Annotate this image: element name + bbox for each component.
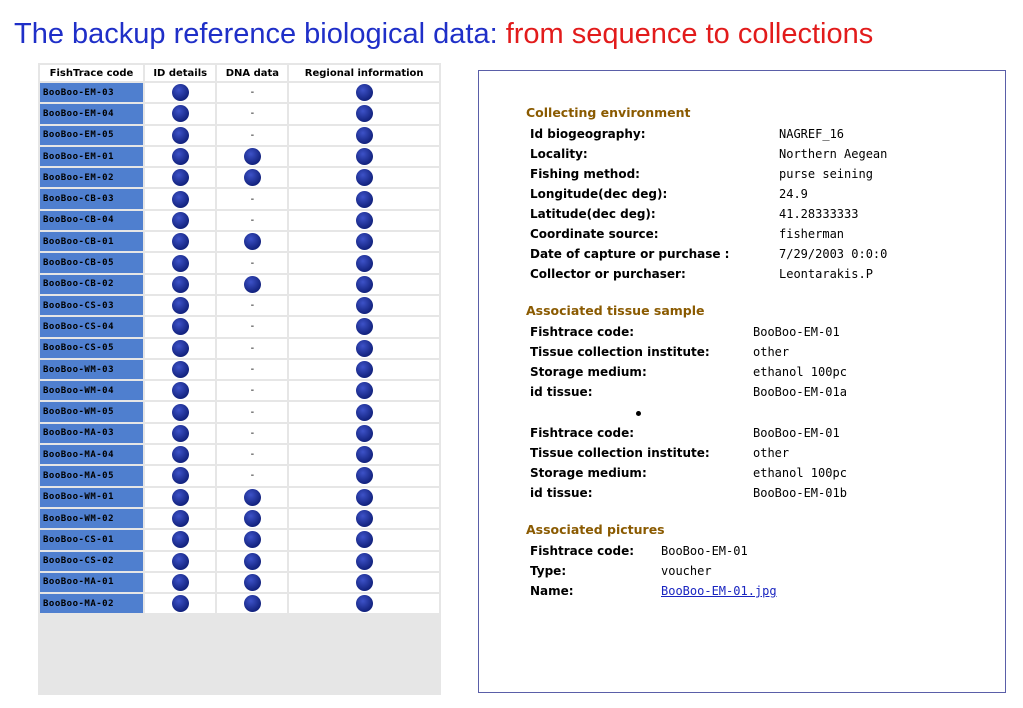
id-details-cell [145,360,215,379]
fishtrace-code-cell[interactable]: BooBoo-EM-05 [40,126,143,145]
fishtrace-code-cell[interactable]: BooBoo-CB-02 [40,275,143,294]
table-row[interactable] [40,424,439,443]
regional-information-available-icon[interactable] [356,255,373,272]
regional-information-cell [289,189,439,208]
id-details-cell [145,339,215,358]
fishtrace-code-cell[interactable]: BooBoo-CS-01 [40,530,143,549]
field-label: Storage medium: [530,365,647,379]
title-highlight: from sequence to collections [505,18,874,50]
fishtrace-code-cell[interactable]: BooBoo-CS-02 [40,552,143,571]
regional-information-available-icon[interactable] [356,510,373,527]
field-label: Fishing method: [530,167,640,181]
fishtrace-code-cell[interactable]: BooBoo-CB-04 [40,211,143,230]
id-details-available-icon[interactable] [172,318,189,335]
id-details-available-icon[interactable] [172,255,189,272]
regional-information-available-icon[interactable] [356,531,373,548]
table-row[interactable] [40,126,439,145]
fishtrace-code-cell[interactable]: BooBoo-WM-01 [40,488,143,507]
id-details-cell [145,402,215,421]
dna-data-available-icon[interactable] [244,489,261,506]
title-prefix: The backup reference biological data: [14,18,506,50]
id-details-available-icon[interactable] [172,148,189,165]
field-label: Name: [530,584,574,598]
dna-data-cell [217,296,287,315]
id-details-available-icon[interactable] [172,212,189,229]
regional-information-available-icon[interactable] [356,446,373,463]
fishtrace-code-cell[interactable]: BooBoo-WM-05 [40,402,143,421]
regional-information-cell [289,296,439,315]
dna-data-cell [217,594,287,613]
field-label: Fishtrace code: [530,544,635,558]
id-details-cell [145,211,215,230]
dna-data-available-icon[interactable] [244,148,261,165]
header-regional-information: Regional information [289,65,439,81]
table-row[interactable] [40,594,439,613]
dna-data-missing: - [249,470,256,482]
regional-information-available-icon[interactable] [356,553,373,570]
regional-information-cell [289,573,439,592]
id-details-cell [145,104,215,123]
tissue-sample-title: Associated tissue sample [526,303,705,318]
table-header-row [40,65,439,81]
id-details-cell [145,147,215,166]
field-label: Longitude(dec deg): [530,187,668,201]
dna-data-cell [217,232,287,251]
dna-data-cell [217,126,287,145]
fishtrace-code-cell[interactable]: BooBoo-MA-05 [40,466,143,485]
field-label: Tissue collection institute: [530,345,710,359]
field-value: ethanol 100pc [753,466,847,480]
dna-data-missing: - [249,214,256,226]
table-row[interactable] [40,296,439,315]
table-row[interactable] [40,488,439,507]
dna-data-available-icon[interactable] [244,553,261,570]
regional-information-available-icon[interactable] [356,574,373,591]
field-value: purse seining [779,167,873,181]
table-row[interactable] [40,83,439,102]
field-label: Tissue collection institute: [530,446,710,460]
field-value: other [753,446,790,460]
dna-data-cell [217,381,287,400]
field-label: Locality: [530,147,588,161]
fishtrace-code-cell[interactable]: BooBoo-CB-05 [40,253,143,272]
dna-data-missing: - [249,321,256,333]
dna-data-missing: - [249,427,256,439]
header-fishtrace-code: FishTrace code [40,65,143,81]
dna-data-missing: - [249,406,256,418]
dna-data-available-icon[interactable] [244,574,261,591]
dna-data-missing: - [249,364,256,375]
regional-information-available-icon[interactable] [356,127,373,144]
field-value: 7/29/2003 0:0:0 [779,247,888,261]
regional-information-cell [289,552,439,571]
dna-data-cell [217,402,287,421]
field-value: fisherman [779,227,845,241]
id-details-cell [145,168,215,187]
table-row[interactable] [40,530,439,549]
dna-data-missing: - [249,342,256,354]
detail-panel [478,70,1006,693]
dna-data-cell [217,530,287,549]
id-details-available-icon[interactable] [172,105,189,122]
regional-information-available-icon[interactable] [356,361,373,378]
fishtrace-code-cell[interactable]: BooBoo-WM-03 [40,360,143,379]
field-label: Fishtrace code: [530,426,635,440]
regional-information-cell [289,104,439,123]
dna-data-cell [217,168,287,187]
id-details-cell [145,275,215,294]
table-row[interactable] [40,147,439,166]
id-details-available-icon[interactable] [172,191,189,208]
id-details-cell [145,424,215,443]
field-label: Latitude(dec deg): [530,207,656,221]
regional-information-cell [289,424,439,443]
field-label: Storage medium: [530,466,647,480]
regional-information-available-icon[interactable] [356,425,373,442]
regional-information-available-icon[interactable] [356,84,373,101]
fishtrace-code-cell[interactable]: BooBoo-CB-03 [40,189,143,208]
table-row[interactable] [40,317,439,336]
dna-data-cell [217,275,287,294]
id-details-cell [145,530,215,549]
id-details-cell [145,594,215,613]
field-value: BooBoo-EM-01 [753,325,840,339]
id-details-available-icon[interactable] [172,425,189,442]
fishtrace-code-cell[interactable]: BooBoo-EM-01 [40,147,143,166]
fishtrace-code-cell[interactable]: BooBoo-CS-03 [40,296,143,315]
regional-information-cell [289,488,439,507]
field-label: Fishtrace code: [530,325,635,339]
id-details-available-icon[interactable] [172,404,189,421]
field-value: BooBoo-EM-01 [753,426,840,440]
regional-information-cell [289,530,439,549]
fishtrace-code-cell[interactable]: BooBoo-EM-03 [40,83,143,102]
field-value: BooBoo-EM-01 [661,544,748,558]
dna-data-cell [217,552,287,571]
regional-information-available-icon[interactable] [356,467,373,484]
dna-data-cell [217,83,287,102]
fishtrace-code-cell[interactable]: BooBoo-CB-01 [40,232,143,251]
regional-information-available-icon[interactable] [356,595,373,612]
dna-data-cell [217,339,287,358]
id-details-cell [145,552,215,571]
fishtrace-code-cell[interactable]: BooBoo-EM-04 [40,104,143,123]
dna-data-cell [217,104,287,123]
fishtrace-code-cell[interactable]: BooBoo-WM-04 [40,381,143,400]
id-details-cell [145,83,215,102]
field-value: voucher [661,564,712,578]
table-row[interactable] [40,189,439,208]
fishtrace-table [38,63,441,615]
dna-data-available-icon[interactable] [244,169,261,186]
id-details-available-icon[interactable] [172,233,189,250]
id-details-available-icon[interactable] [172,361,189,378]
id-details-available-icon[interactable] [172,510,189,527]
fishtrace-code-cell[interactable]: BooBoo-MA-02 [40,594,143,613]
table-row[interactable] [40,445,439,464]
id-details-cell [145,253,215,272]
regional-information-available-icon[interactable] [356,404,373,421]
regional-information-available-icon[interactable] [356,340,373,357]
id-details-cell [145,232,215,251]
id-details-cell [145,466,215,485]
field-value: Northern Aegean [779,147,888,161]
regional-information-available-icon[interactable] [356,233,373,250]
field-label: Id biogeography: [530,127,646,141]
id-details-cell [145,126,215,145]
dna-data-cell [217,573,287,592]
id-details-available-icon[interactable] [172,127,189,144]
id-details-available-icon[interactable] [172,574,189,591]
field-label: Type: [530,564,567,578]
field-label: Collector or purchaser: [530,267,686,281]
regional-information-available-icon[interactable] [356,382,373,399]
field-label: Date of capture or purchase : [530,247,730,261]
picture-file-link[interactable]: BooBoo-EM-01.jpg [661,584,777,598]
regional-information-cell [289,402,439,421]
associated-pictures-title: Associated pictures [526,522,665,537]
dna-data-available-icon[interactable] [244,595,261,612]
table-row[interactable] [40,360,439,379]
field-label: Coordinate source: [530,227,659,241]
fishtrace-code-cell[interactable]: BooBoo-CS-04 [40,317,143,336]
id-details-cell [145,445,215,464]
id-details-available-icon[interactable] [172,169,189,186]
table-row[interactable] [40,381,439,400]
table-row[interactable] [40,466,439,485]
table-row[interactable] [40,339,439,358]
field-value: BooBoo-EM-01b [753,486,847,500]
id-details-cell [145,573,215,592]
separator-bullet [636,411,641,416]
dna-data-missing: - [249,300,256,312]
regional-information-available-icon[interactable] [356,148,373,165]
fishtrace-code-cell[interactable]: BooBoo-MA-03 [40,424,143,443]
regional-information-cell [289,381,439,400]
table-row[interactable] [40,168,439,187]
regional-information-cell [289,83,439,102]
table-row[interactable] [40,552,439,571]
dna-data-missing: - [249,87,256,99]
regional-information-available-icon[interactable] [356,212,373,229]
regional-information-cell [289,232,439,251]
fishtrace-code-cell[interactable]: BooBoo-CS-05 [40,339,143,358]
dna-data-cell [217,424,287,443]
regional-information-cell [289,466,439,485]
field-label: id tissue: [530,385,593,399]
regional-information-cell [289,275,439,294]
id-details-available-icon[interactable] [172,340,189,357]
dna-data-cell [217,509,287,528]
id-details-available-icon[interactable] [172,84,189,101]
field-value: Leontarakis.P [779,267,873,281]
fishtrace-code-cell[interactable]: BooBoo-EM-02 [40,168,143,187]
page-title [14,18,873,51]
dna-data-missing: - [249,129,256,141]
dna-data-available-icon[interactable] [244,276,261,293]
id-details-cell [145,488,215,507]
collecting-environment-title: Collecting environment [526,105,691,120]
table-row[interactable] [40,211,439,230]
table-row[interactable] [40,232,439,251]
field-value: 24.9 [779,187,808,201]
regional-information-cell [289,594,439,613]
dna-data-cell [217,360,287,379]
regional-information-cell [289,339,439,358]
id-details-cell [145,317,215,336]
dna-data-cell [217,189,287,208]
dna-data-available-icon[interactable] [244,510,261,527]
dna-data-missing: - [249,193,256,205]
regional-information-cell [289,317,439,336]
regional-information-available-icon[interactable] [356,318,373,335]
dna-data-cell [217,211,287,230]
regional-information-available-icon[interactable] [356,297,373,314]
id-details-available-icon[interactable] [172,489,189,506]
regional-information-cell [289,253,439,272]
regional-information-available-icon[interactable] [356,489,373,506]
table-row[interactable] [40,402,439,421]
regional-information-cell [289,168,439,187]
dna-data-missing: - [249,385,256,397]
dna-data-available-icon[interactable] [244,233,261,250]
id-details-cell [145,381,215,400]
id-details-available-icon[interactable] [172,297,189,314]
regional-information-cell [289,147,439,166]
regional-information-available-icon[interactable] [356,191,373,208]
dna-data-missing: - [249,257,256,269]
field-value: NAGREF_16 [779,127,845,141]
fishtrace-code-cell[interactable]: BooBoo-MA-04 [40,445,143,464]
header-id-details: ID details [145,65,215,81]
id-details-cell [145,296,215,315]
regional-information-available-icon[interactable] [356,169,373,186]
id-details-available-icon[interactable] [172,446,189,463]
regional-information-cell [289,445,439,464]
dna-data-cell [217,488,287,507]
dna-data-cell [217,317,287,336]
id-details-cell [145,189,215,208]
table-row[interactable] [40,104,439,123]
regional-information-cell [289,126,439,145]
field-value: BooBoo-EM-01a [753,385,847,399]
regional-information-available-icon[interactable] [356,105,373,122]
field-value: ethanol 100pc [753,365,847,379]
regional-information-cell [289,211,439,230]
header-dna-data: DNA data [217,65,287,81]
field-value: 41.28333333 [779,207,859,221]
regional-information-cell [289,509,439,528]
dna-data-cell [217,445,287,464]
dna-data-missing: - [249,108,256,120]
dna-data-missing: - [249,449,256,461]
table-body [40,83,439,613]
id-details-available-icon[interactable] [172,382,189,399]
dna-data-cell [217,466,287,485]
dna-data-cell [217,253,287,272]
id-details-available-icon[interactable] [172,531,189,548]
field-label: id tissue: [530,486,593,500]
table-row[interactable] [40,573,439,592]
fishtrace-table-container [38,63,441,695]
regional-information-cell [289,360,439,379]
regional-information-available-icon[interactable] [356,276,373,293]
table-row[interactable] [40,509,439,528]
dna-data-cell [217,147,287,166]
id-details-available-icon[interactable] [172,276,189,293]
id-details-available-icon[interactable] [172,553,189,570]
fishtrace-code-cell[interactable]: BooBoo-WM-02 [40,509,143,528]
field-value: other [753,345,790,359]
table-row[interactable] [40,253,439,272]
table-row[interactable] [40,275,439,294]
id-details-available-icon[interactable] [172,595,189,612]
dna-data-available-icon[interactable] [244,531,261,548]
id-details-cell [145,509,215,528]
fishtrace-code-cell[interactable]: BooBoo-MA-01 [40,573,143,592]
id-details-available-icon[interactable] [172,467,189,484]
